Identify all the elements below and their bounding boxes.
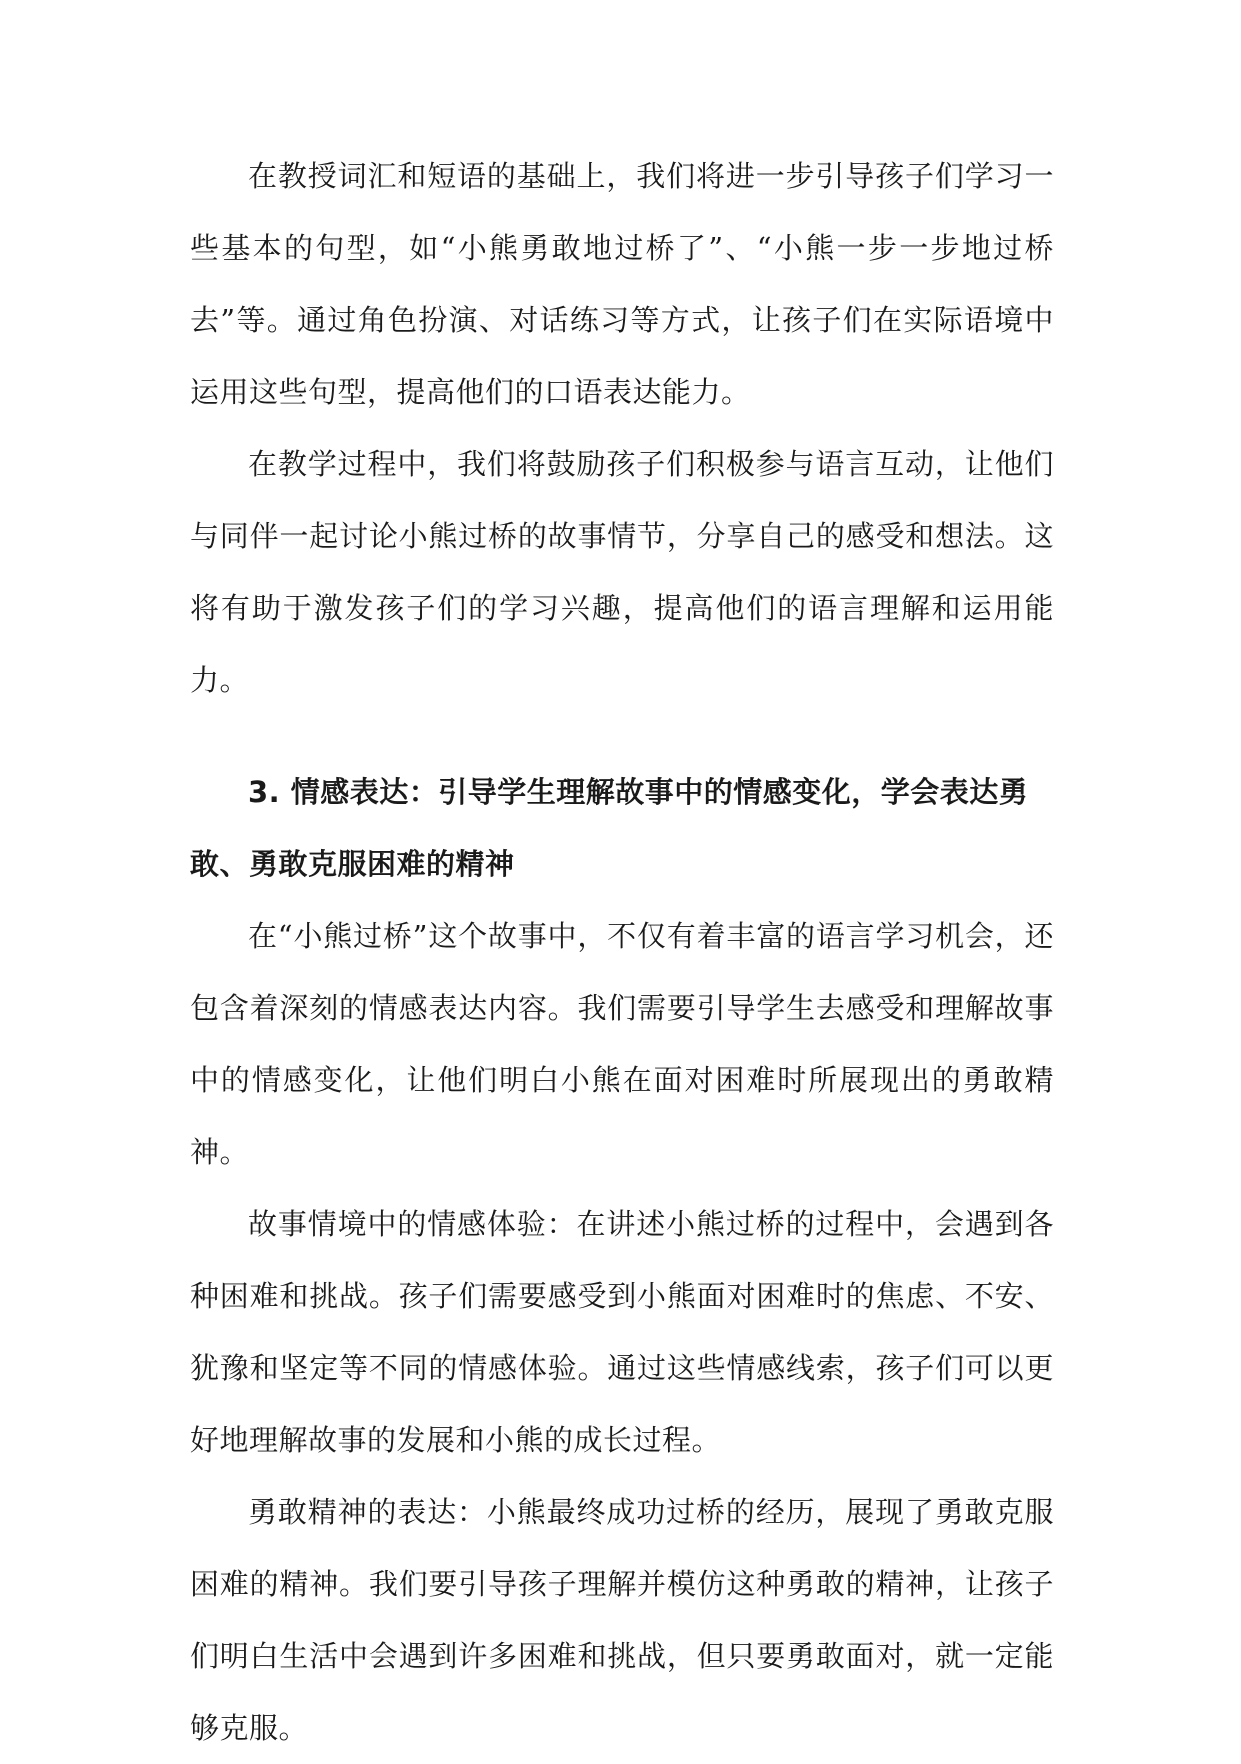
paragraph-sentence-patterns: 在教授词汇和短语的基础上，我们将进一步引导孩子们学习一些基本的句型，如“小熊勇敢地过桥了”、“小熊一步一步地过桥去”等。通过角色扮演、对话练习等方式，让孩子们在实际语境中运用这些句型，提高他们的口语表达能力。 bbox=[190, 159, 1054, 409]
paragraph-language-interaction: 在教学过程中，我们将鼓励孩子们积极参与语言互动，让他们与同伴一起讨论小熊过桥的故事情节，分享自己的感受和想法。这将有助于激发孩子们的学习兴趣，提高他们的语言理解和运用能力。 bbox=[190, 447, 1054, 697]
section-heading-emotional-expression: 3. 情感表达：引导学生理解故事中的情感变化，学会表达勇敢、勇敢克服困难的精神 bbox=[190, 775, 1029, 881]
paragraph-courage-expression: 勇敢精神的表达：小熊最终成功过桥的经历，展现了勇敢克服困难的精神。我们要引导孩子理解并模仿这种勇敢的精神，让孩子们明白生活中会遇到许多困难和挑战，但只要勇敢面对，就一定能够克服。 bbox=[190, 1495, 1054, 1745]
document-body bbox=[190, 140, 1054, 1764]
paragraph-story-emotion-intro: 在“小熊过桥”这个故事中，不仅有着丰富的语言学习机会，还包含着深刻的情感表达内容。我们需要引导学生去感受和理解故事中的情感变化，让他们明白小熊在面对困难时所展现出的勇敢精神。 bbox=[190, 919, 1054, 1169]
paragraph-emotional-experience: 故事情境中的情感体验：在讲述小熊过桥的过程中，会遇到各种困难和挑战。孩子们需要感受到小熊面对困难时的焦虑、不安、犹豫和坚定等不同的情感体验。通过这些情感线索，孩子们可以更好地理解故事的发展和小熊的成长过程。 bbox=[190, 1207, 1054, 1457]
